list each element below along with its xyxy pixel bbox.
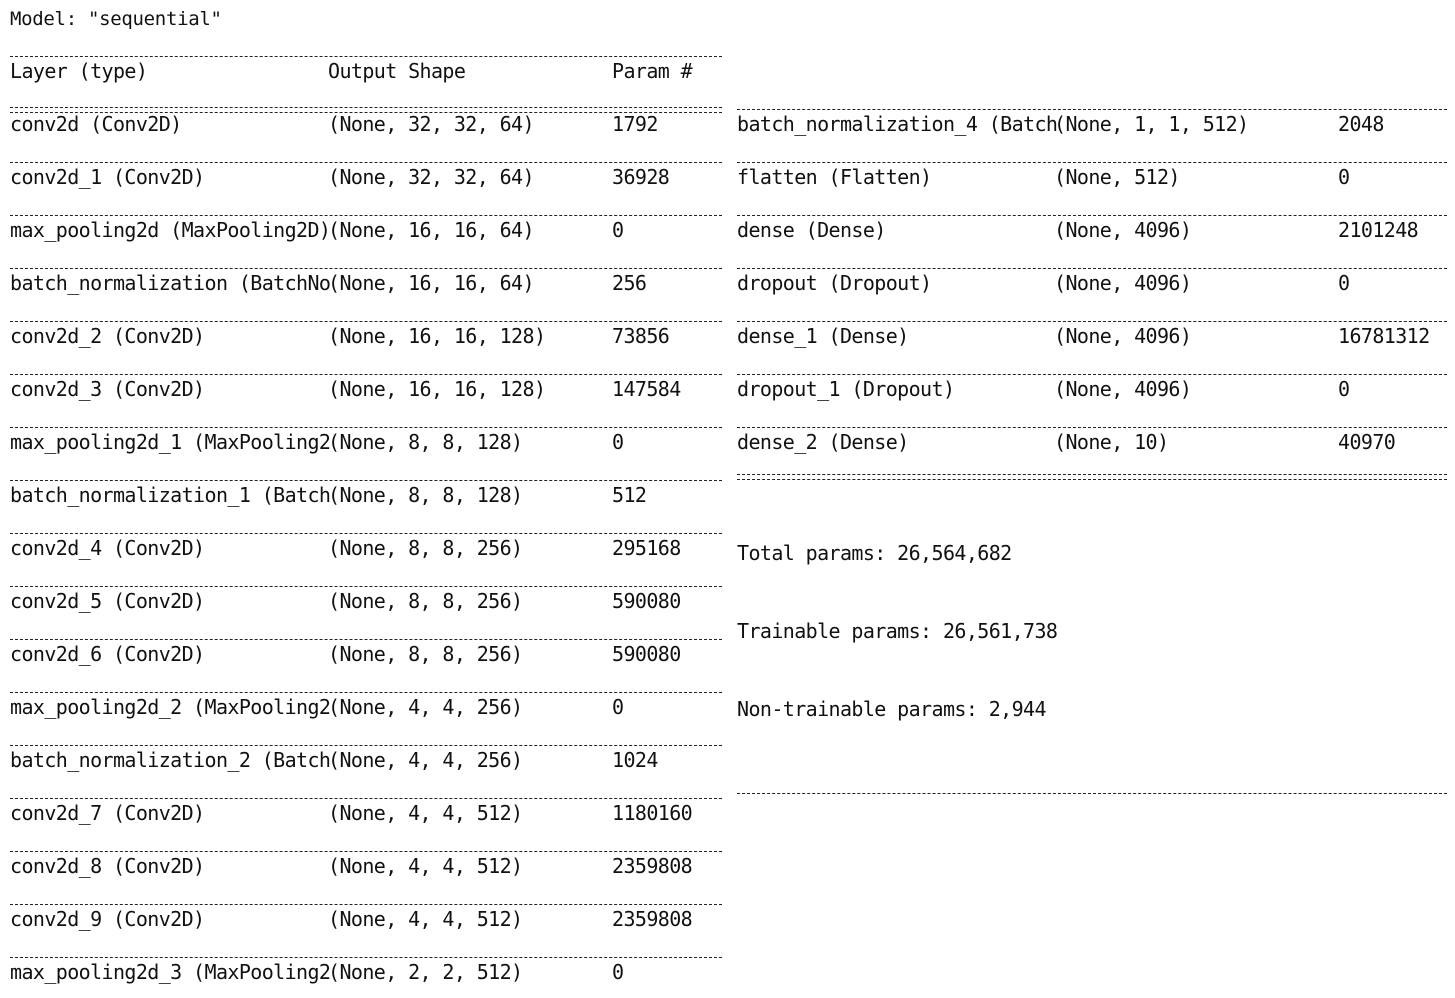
output-shape: (None, 16, 16, 64) xyxy=(328,271,534,295)
param-count: 40970 xyxy=(1338,430,1396,454)
layer-name: flatten (Flatten) xyxy=(737,165,932,189)
layer-name: conv2d_3 (Conv2D) xyxy=(10,377,205,401)
layer-name: dropout (Dropout) xyxy=(737,271,932,295)
param-count: 0 xyxy=(612,430,624,454)
layer-row xyxy=(10,415,722,468)
param-count: 0 xyxy=(612,695,624,719)
param-count: 2101248 xyxy=(1338,218,1419,242)
layer-row xyxy=(10,786,722,839)
layer-row xyxy=(10,945,722,998)
output-shape: (None, 32, 32, 64) xyxy=(328,112,534,136)
left-summary-column xyxy=(10,44,722,998)
layer-row xyxy=(737,150,1447,203)
layer-row xyxy=(10,733,722,786)
output-shape: (None, 8, 8, 256) xyxy=(328,536,523,560)
output-shape: (None, 32, 32, 64) xyxy=(328,165,534,189)
totals-divider xyxy=(737,468,1447,480)
output-shape: (None, 10) xyxy=(1054,430,1169,454)
left-layer-rows xyxy=(10,97,722,998)
layer-name: conv2d_5 (Conv2D) xyxy=(10,589,205,613)
layer-name: conv2d_7 (Conv2D) xyxy=(10,801,205,825)
header-params: Param # xyxy=(612,59,693,83)
layer-name: max_pooling2d_3 (MaxPooling2 xyxy=(10,960,331,984)
layer-name: dense_1 (Dense) xyxy=(737,324,909,348)
layer-name: conv2d_4 (Conv2D) xyxy=(10,536,205,560)
layer-name: max_pooling2d_1 (MaxPooling2 xyxy=(10,430,331,454)
output-shape: (None, 8, 8, 256) xyxy=(328,589,523,613)
param-count: 512 xyxy=(612,483,647,507)
output-shape: (None, 4, 4, 256) xyxy=(328,695,523,719)
output-shape: (None, 4096) xyxy=(1054,324,1192,348)
param-count: 147584 xyxy=(612,377,681,401)
output-shape: (None, 4, 4, 512) xyxy=(328,907,523,931)
param-count: 295168 xyxy=(612,536,681,560)
param-count: 73856 xyxy=(612,324,670,348)
output-shape: (None, 8, 8, 256) xyxy=(328,642,523,666)
layer-name: conv2d_6 (Conv2D) xyxy=(10,642,205,666)
param-count: 2359808 xyxy=(612,907,693,931)
layer-name: max_pooling2d_2 (MaxPooling2 xyxy=(10,695,331,719)
param-count: 0 xyxy=(1338,377,1350,401)
layer-row xyxy=(10,574,722,627)
layer-name: dropout_1 (Dropout) xyxy=(737,377,955,401)
right-layer-rows xyxy=(737,97,1447,468)
output-shape: (None, 512) xyxy=(1054,165,1180,189)
param-totals xyxy=(737,488,1447,774)
output-shape: (None, 1, 1, 512) xyxy=(1054,112,1249,136)
output-shape: (None, 4, 4, 512) xyxy=(328,801,523,825)
end-divider xyxy=(737,784,1447,804)
output-shape: (None, 16, 16, 128) xyxy=(328,377,546,401)
layer-row xyxy=(10,680,722,733)
output-shape: (None, 2, 2, 512) xyxy=(328,960,523,984)
layer-row xyxy=(10,150,722,203)
layer-name: dense (Dense) xyxy=(737,218,886,242)
param-count: 590080 xyxy=(612,589,681,613)
param-count: 2048 xyxy=(1338,112,1384,136)
layer-name: batch_normalization_4 (Batch xyxy=(737,112,1058,136)
layer-name: batch_normalization_1 (Batch xyxy=(10,483,331,507)
layer-name: conv2d_8 (Conv2D) xyxy=(10,854,205,878)
layer-row xyxy=(737,256,1447,309)
layer-row xyxy=(737,362,1447,415)
param-count: 0 xyxy=(1338,271,1350,295)
layer-row xyxy=(10,362,722,415)
total-params: Total params: 26,564,682 xyxy=(737,541,1012,565)
layer-row xyxy=(10,892,722,945)
output-shape: (None, 16, 16, 128) xyxy=(328,324,546,348)
layer-row xyxy=(10,256,722,309)
param-count: 256 xyxy=(612,271,647,295)
param-count: 0 xyxy=(1338,165,1350,189)
header-output-shape: Output Shape xyxy=(328,59,466,83)
trainable-params: Trainable params: 26,561,738 xyxy=(737,619,1058,643)
layer-name: conv2d_2 (Conv2D) xyxy=(10,324,205,348)
layer-row xyxy=(10,309,722,362)
model-title: Model: "sequential" xyxy=(10,8,222,30)
layer-row xyxy=(10,468,722,521)
param-count: 0 xyxy=(612,960,624,984)
layer-name: conv2d (Conv2D) xyxy=(10,112,182,136)
param-count: 36928 xyxy=(612,165,670,189)
param-count: 16781312 xyxy=(1338,324,1430,348)
layer-row xyxy=(737,309,1447,362)
right-summary-column xyxy=(737,97,1447,804)
layer-row xyxy=(10,521,722,574)
output-shape: (None, 8, 8, 128) xyxy=(328,483,523,507)
layer-row xyxy=(10,97,722,150)
layer-row xyxy=(10,203,722,256)
header-row xyxy=(10,44,722,97)
output-shape: (None, 4096) xyxy=(1054,271,1192,295)
non-trainable-params: Non-trainable params: 2,944 xyxy=(737,697,1046,721)
layer-name: max_pooling2d (MaxPooling2D) xyxy=(10,218,331,242)
layer-row xyxy=(737,203,1447,256)
layer-row xyxy=(737,97,1447,150)
header-layer: Layer (type) xyxy=(10,59,148,83)
layer-name: dense_2 (Dense) xyxy=(737,430,909,454)
output-shape: (None, 4096) xyxy=(1054,218,1192,242)
output-shape: (None, 16, 16, 64) xyxy=(328,218,534,242)
layer-name: conv2d_9 (Conv2D) xyxy=(10,907,205,931)
param-count: 1180160 xyxy=(612,801,693,825)
layer-row xyxy=(10,627,722,680)
layer-name: batch_normalization_2 (Batch xyxy=(10,748,331,772)
param-count: 1024 xyxy=(612,748,658,772)
layer-name: batch_normalization (BatchNo xyxy=(10,271,331,295)
layer-name: conv2d_1 (Conv2D) xyxy=(10,165,205,189)
param-count: 1792 xyxy=(612,112,658,136)
layer-row xyxy=(737,415,1447,468)
param-count: 0 xyxy=(612,218,624,242)
param-count: 2359808 xyxy=(612,854,693,878)
output-shape: (None, 8, 8, 128) xyxy=(328,430,523,454)
output-shape: (None, 4096) xyxy=(1054,377,1192,401)
output-shape: (None, 4, 4, 512) xyxy=(328,854,523,878)
layer-row xyxy=(10,839,722,892)
param-count: 590080 xyxy=(612,642,681,666)
output-shape: (None, 4, 4, 256) xyxy=(328,748,523,772)
